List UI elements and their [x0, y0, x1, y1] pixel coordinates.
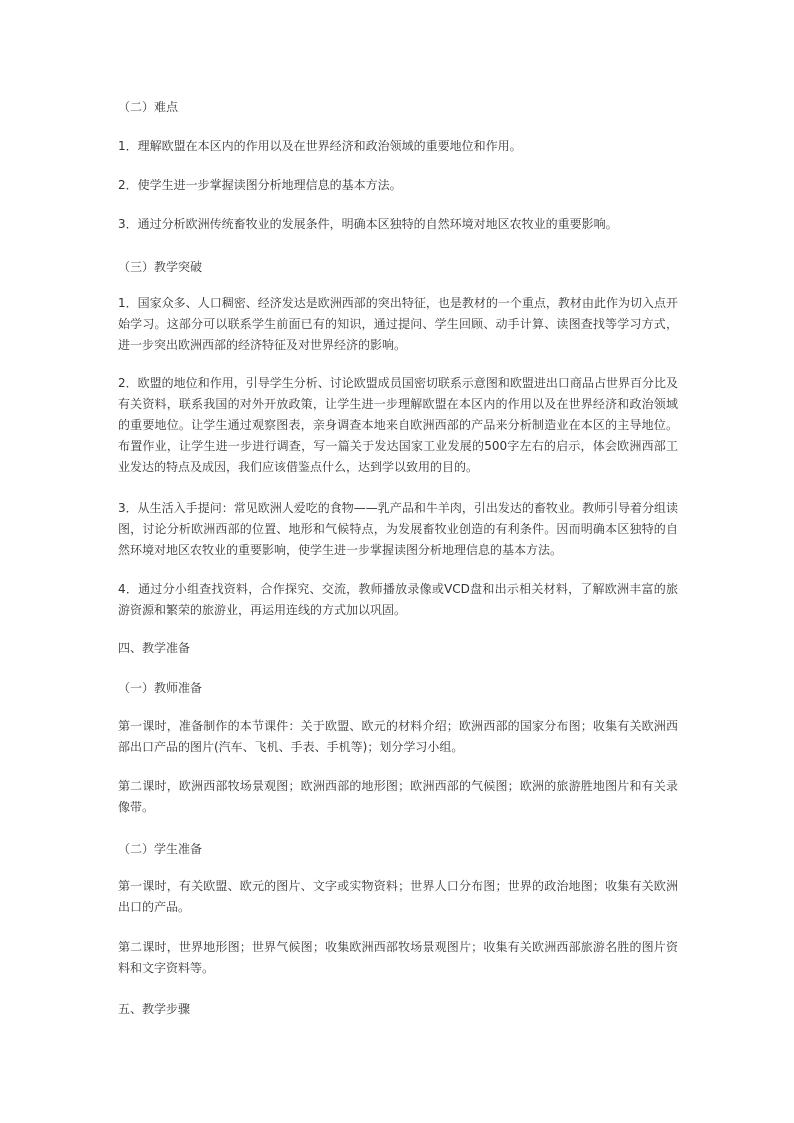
section-heading-breakthrough: （三）教学突破 — [118, 260, 203, 274]
paragraph-breakthrough-4: 4．通过分小组查找资料，合作探究、交流，教师播放录像或VCD盘和出示相关材料，了解欧洲丰富的旅游资源和繁荣的旅游业，再运用连线的方式加以巩固。 — [118, 582, 678, 617]
paragraph-teacher-1: 第一课时，准备制作的本节课件：关于欧盟、欧元的材料介绍；欧洲西部的国家分布图；收集有关欧洲西部出口产品的图片(汽车、飞机、手表、手机等)；划分学习小组。 — [118, 719, 678, 754]
section-heading-preparation: 四、教学准备 — [118, 641, 191, 655]
paragraph-breakthrough-2: 2．欧盟的地位和作用，引导学生分析、讨论欧盟成员国密切联系示意图和欧盟进出口商品占世界百分比及有关资料，联系我国的对外开放政策，让学生进一步理解欧盟在本区内的作用以及在世界经济和政治领域的重要地位。让学生通过观察图表，亲身调查本地来自欧洲西部的产品来分析制造业在本区的主导地位。布置作业，让学生进一步进行调查，写一篇关于发达国家工业发展的500字左右的启示，体会欧洲西部工业发达的特点及成因，我们应该借鉴点什么，达到学以致用的目的。 — [118, 376, 678, 474]
section-heading-teacher-prep: （一）教师准备 — [118, 681, 203, 695]
paragraph-difficulty-2: 2．使学生进一步掌握读图分析地理信息的基本方法。 — [118, 178, 402, 192]
paragraph-teacher-2: 第二课时，欧洲西部牧场景观图；欧洲西部的地形图；欧洲西部的气候图；欧洲的旅游胜地图片和有关录像带。 — [118, 779, 678, 814]
paragraph-difficulty-1: 1．理解欧盟在本区内的作用以及在世界经济和政治领域的重要地位和作用。 — [118, 139, 522, 153]
section-heading-steps: 五、教学步骤 — [118, 1002, 191, 1016]
paragraph-student-2: 第二课时，世界地形图；世界气候图；收集欧洲西部牧场景观图片；收集有关欧洲西部旅游名胜的图片资料和文字资料等。 — [118, 940, 678, 975]
paragraph-student-1: 第一课时，有关欧盟、欧元的图片、文字或实物资料；世界人口分布图；世界的政治地图；收集有关欧洲出口的产品。 — [118, 879, 678, 914]
paragraph-breakthrough-3: 3．从生活入手提问：常见欧洲人爱吃的食物——乳产品和牛羊肉，引出发达的畜牧业。教师引导着分组读图，讨论分析欧洲西部的位置、地形和气候特点，为发展畜牧业创造的有利条件。因而明确本区独特的自然环境对地区农牧业的重要影响，使学生进一步掌握读图分析地理信息的基本方法。 — [118, 501, 678, 557]
section-heading-difficulty: （二）难点 — [118, 100, 179, 114]
paragraph-breakthrough-1: 1．国家众多、人口稠密、经济发达是欧洲西部的突出特征，也是教材的一个重点，教材由此作为切入点开始学习。这部分可以联系学生前面已有的知识，通过提问、学生回顾、动手计算、读图查找等学习方式，进一步突出欧洲西部的经济特征及对世界经济的影响。 — [118, 296, 678, 352]
section-heading-student-prep: （二）学生准备 — [118, 842, 203, 856]
paragraph-difficulty-3: 3．通过分析欧洲传统畜牧业的发展条件，明确本区独特的自然环境对地区农牧业的重要影响。 — [118, 217, 618, 231]
